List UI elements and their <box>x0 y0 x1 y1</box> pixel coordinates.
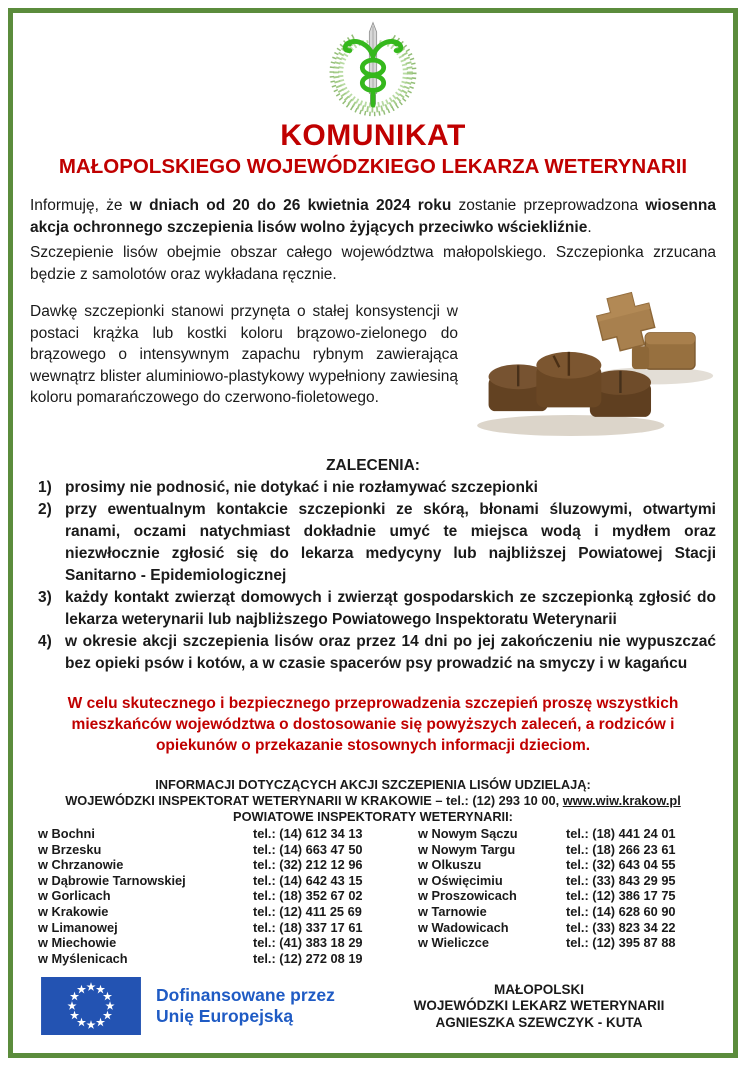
info-voivodeship-line <box>30 793 716 809</box>
contact-tel: tel.: (14) 642 43 15 <box>253 872 363 888</box>
contact-place <box>418 951 566 967</box>
contact-place: w Wadowicach <box>418 919 509 935</box>
p1-campaign-bold: wiosenna akcja ochronnego szczepienia lisów wolno żyjących przeciwko wściekliźnie <box>30 197 716 236</box>
contact-tel: tel.: (12) 411 25 69 <box>253 903 362 919</box>
contact-tel: tel.: (32) 643 04 55 <box>566 857 676 873</box>
contacts-table <box>38 826 716 966</box>
contact-tel: tel.: (41) 383 18 29 <box>253 935 363 951</box>
vaccine-bait-image <box>458 277 716 445</box>
document-page <box>8 8 738 1058</box>
contact-tel: tel.: (33) 823 34 22 <box>566 919 676 935</box>
list-item-text: każdy kontakt zwierząt domowych i zwierząt gospodarskich ze szczepionką zgłosić do lekarza weterynarii lub najbliższego Powiatowego Inspektoratu Weterynarii <box>65 589 716 628</box>
info-county-heading: POWIATOWE INSPEKTORATY WETERYNARII: <box>233 809 513 824</box>
signature-title: WOJEWÓDZKI LEKARZ WETERYNARII <box>413 998 665 1014</box>
contact-place: w Wieliczce <box>418 935 490 951</box>
list-item-number: 1) <box>38 479 52 496</box>
contact-tel: tel.: (18) 266 23 61 <box>566 841 676 857</box>
contact-place: w Krakowie <box>38 903 109 919</box>
footer <box>30 977 716 1035</box>
contact-tel: tel.: (14) 612 34 13 <box>253 826 363 841</box>
list-item-text: prosimy nie podnosić, nie dotykać i nie rozłamywać szczepionki <box>65 479 538 496</box>
info-block <box>30 777 716 825</box>
contact-place: w Brzesku <box>38 841 102 857</box>
contact-place: w Dąbrowie Tarnowskiej <box>38 872 186 888</box>
list-item <box>38 587 716 631</box>
contact-tel: tel.: (18) 337 17 61 <box>253 919 363 935</box>
contact-place: w Oświęcimiu <box>418 872 503 888</box>
contact-place: w Nowym Targu <box>418 841 516 857</box>
bait-photo <box>458 277 716 447</box>
logo-container <box>30 21 716 119</box>
list-item <box>38 631 716 675</box>
contact-place: w Chrzanowie <box>38 857 124 873</box>
page-title: KOMUNIKAT <box>280 119 466 152</box>
signature-region: MAŁOPOLSKI <box>494 981 584 997</box>
contact-tel: tel.: (32) 212 12 96 <box>253 857 363 873</box>
signature-name: AGNIESZKA SZEWCZYK - KUTA <box>435 1014 643 1030</box>
list-item-number: 3) <box>38 589 52 606</box>
contact-place: w Miechowie <box>38 935 117 951</box>
contact-tel <box>566 951 716 967</box>
info-heading: INFORMACJI DOTYCZĄCYCH AKCJI SZCZEPIENIA LISÓW UDZIELAJĄ: <box>155 777 591 792</box>
page-subtitle: MAŁOPOLSKIEGO WOJEWÓDZKIEGO LEKARZA WETERYNARII <box>58 155 688 178</box>
contact-place: w Nowym Sączu <box>418 826 518 841</box>
signature-block <box>364 982 714 1032</box>
recommendations-heading: ZALECENIA: <box>326 457 420 474</box>
red-notice: W celu skutecznego i bezpiecznego przeprowadzenia szczepień proszę wszystkich mieszkańców województwa o dostosowanie się powyższych zaleceń, a rodziców i opiekunów o przekazanie stosownych informacji dzieciom. <box>67 695 679 754</box>
bait-description: Dawkę szczepionki stanowi przynęta o stałej konsystencji w postaci krążka lub kostki koloru brązowo-zielonego do brązowego o intensywnym zapachu rybnym zawierająca wewnątrz blister aluminiowo-plastykowy wypełniony zawiesiną koloru pomarańczowego do czerwono-fioletowego. <box>30 303 458 406</box>
list-item <box>38 477 716 499</box>
contact-place: w Gorlicach <box>38 888 111 904</box>
intro-paragraph-1 <box>30 195 716 238</box>
eu-funding-label <box>156 985 335 1028</box>
contact-tel: tel.: (12) 395 87 88 <box>566 935 676 951</box>
list-item <box>38 499 716 587</box>
list-item-text: przy ewentualnym kontakcie szczepionki ze skórą, błonami śluzowymi, otwartymi ranami, oczami natychmiast dokładnie umyć te miejsca wodą i mydłem oraz niezwłocznie zgłosić się do lekarza medycyny lub najbliższej Powiatowej Stacji Sanitarno - Epidemiologicznej <box>65 501 716 584</box>
contact-tel: tel.: (18) 352 67 02 <box>253 888 363 904</box>
contact-tel: tel.: (12) 386 17 75 <box>566 888 676 904</box>
contact-tel: tel.: (33) 843 29 95 <box>566 872 676 888</box>
eu-funding-line2: Unię Europejską <box>156 1006 294 1027</box>
p1-text: zostanie przeprowadzona <box>451 197 646 214</box>
contact-place: w Proszowicach <box>418 888 517 904</box>
list-item-number: 2) <box>38 501 52 518</box>
contact-tel: tel.: (14) 628 60 90 <box>566 903 676 919</box>
website-link[interactable]: www.wiw.krakow.pl <box>562 793 681 808</box>
list-item-text: w okresie akcji szczepienia lisów oraz przez 14 dni po jej zakończeniu nie wypuszczać bez opieki psów i kotów, a w czasie spacerów psy prowadzić na smyczy i w kagańcu <box>65 633 716 672</box>
contact-place: w Olkuszu <box>418 857 482 873</box>
p1-text: . <box>587 218 592 236</box>
contact-tel: tel.: (12) 272 08 19 <box>253 950 363 966</box>
eu-flag-icon <box>41 977 141 1035</box>
p1-dates-bold: w dniach od 20 do 26 kwietnia 2024 roku <box>129 197 452 214</box>
p1-text: Informuję, że <box>30 197 130 214</box>
bait-section <box>30 301 716 447</box>
info-voivodeship-text: WOJEWÓDZKI INSPEKTORAT WETERYNARII W KRAKOWIE – tel.: (12) 293 10 00, <box>65 793 563 808</box>
contact-tel: tel.: (18) 441 24 01 <box>566 826 676 841</box>
contact-place: w Myślenicach <box>38 950 128 966</box>
list-item-number: 4) <box>38 633 52 650</box>
contact-tel: tel.: (14) 663 47 50 <box>253 841 363 857</box>
eu-funding-line1: Dofinansowane przez <box>156 984 335 1005</box>
contact-place: w Tarnowie <box>418 903 487 919</box>
contact-place: w Limanowej <box>38 919 118 935</box>
veterinary-caduceus-icon <box>314 21 432 117</box>
intro-paragraph-2: Szczepienie lisów obejmie obszar całego województwa małopolskiego. Szczepionka zrzucana będzie z samolotów oraz wykładana ręcznie. <box>30 244 716 283</box>
recommendations-list <box>30 477 716 675</box>
contact-place: w Bochni <box>38 826 95 841</box>
